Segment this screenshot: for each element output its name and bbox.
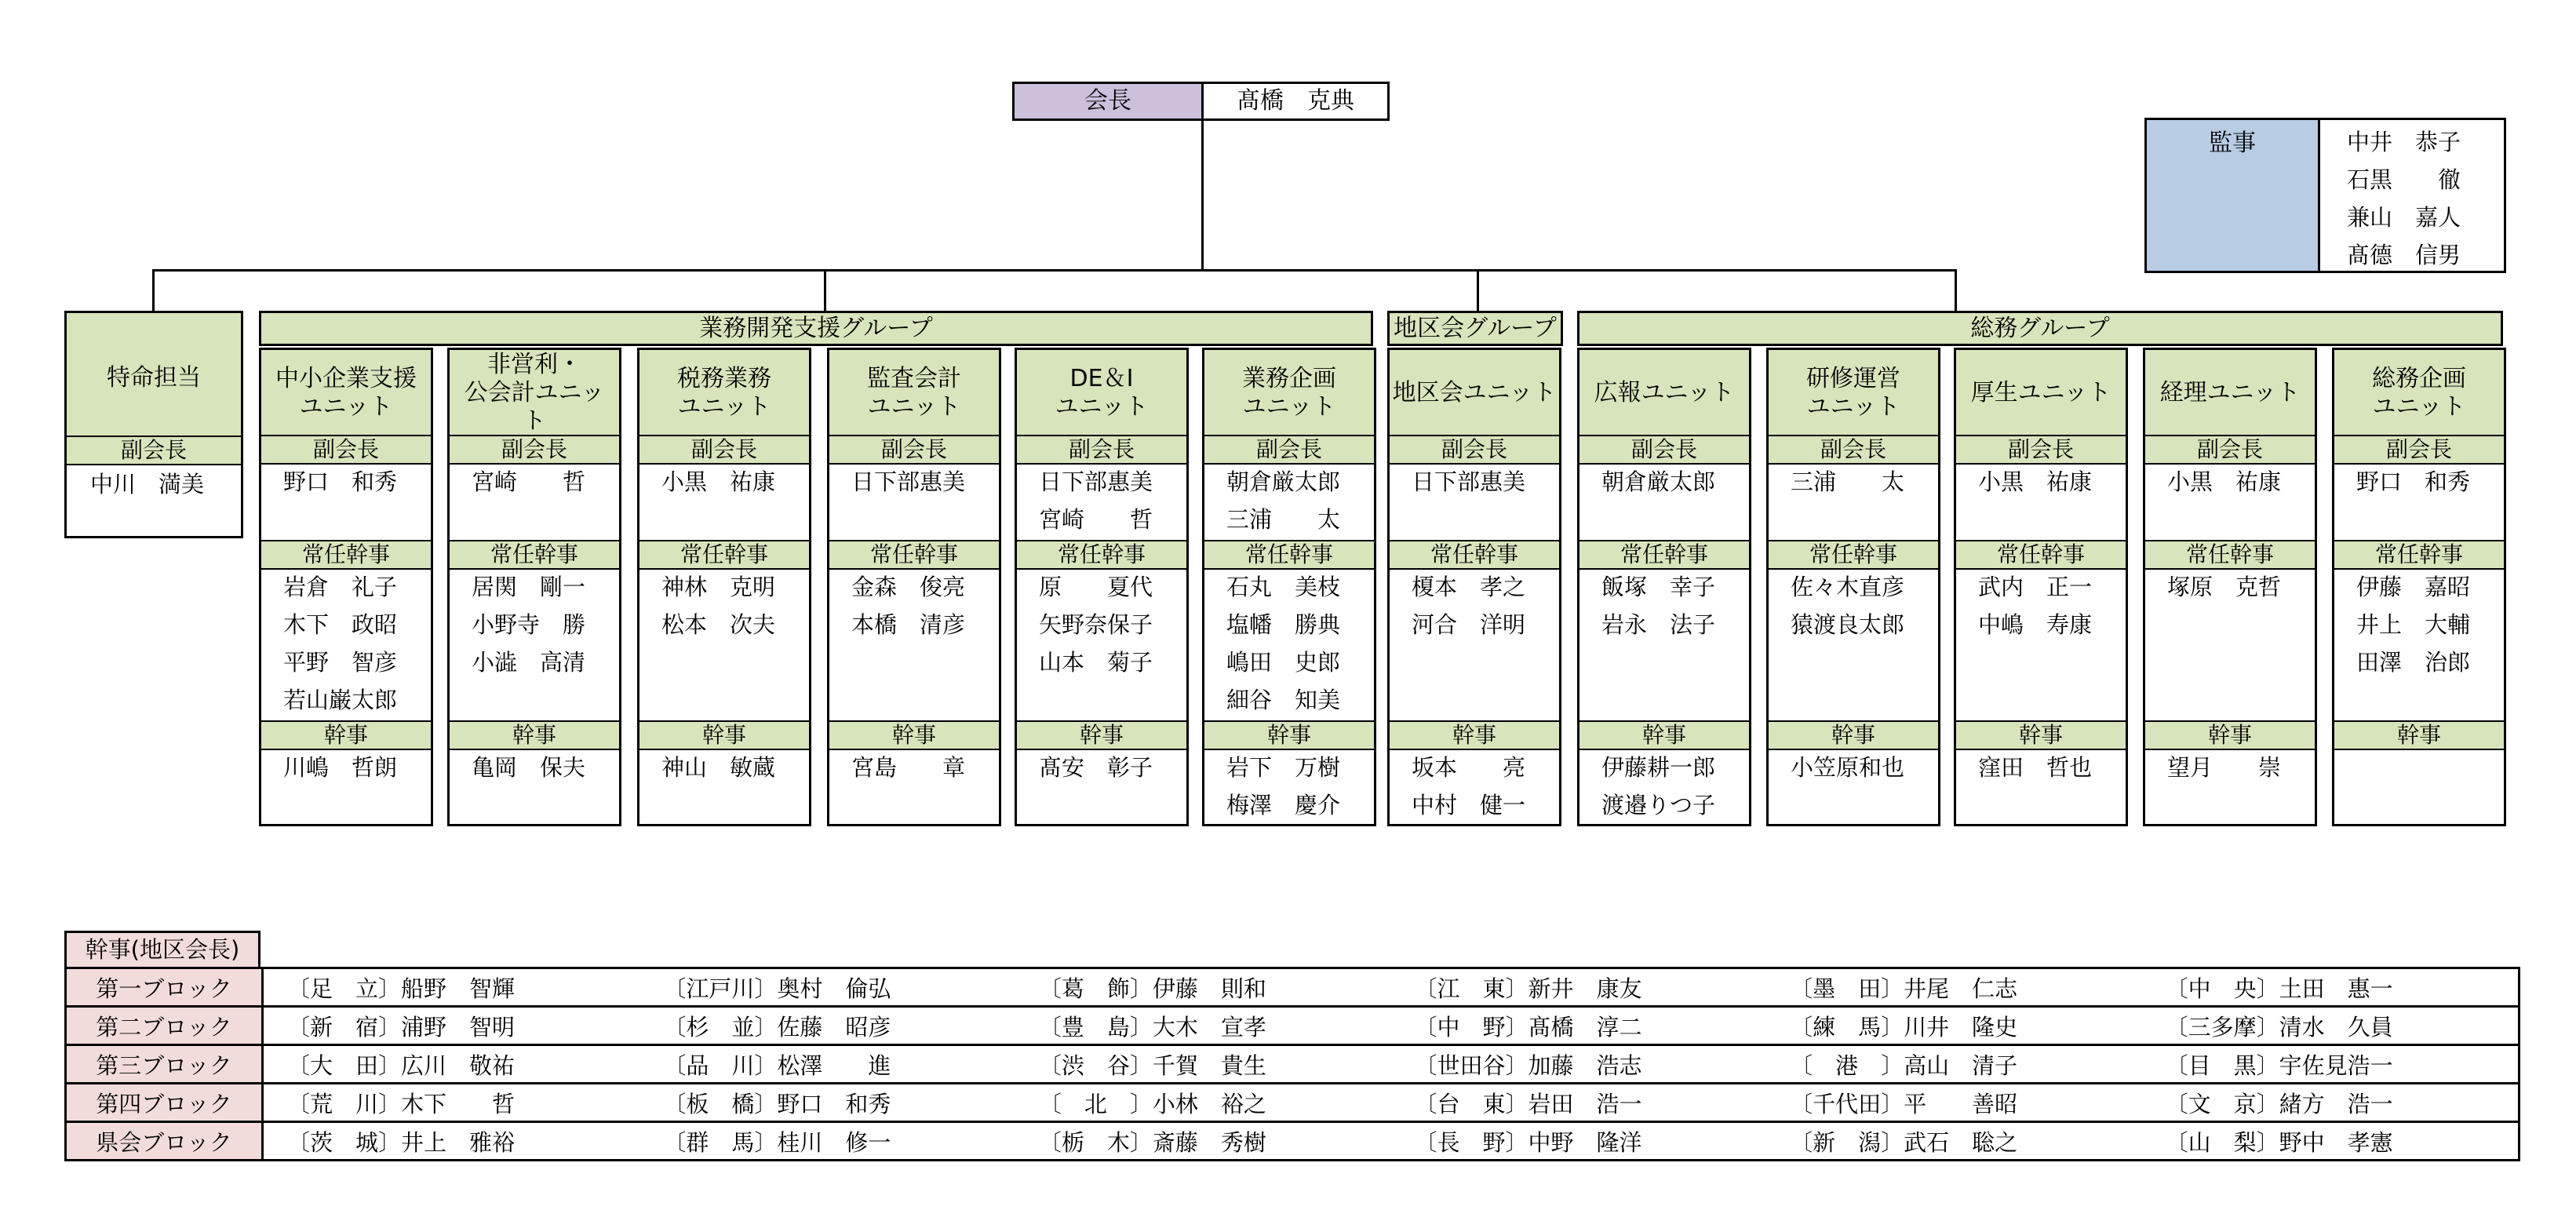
member-name: 日下部惠美 xyxy=(1412,468,1526,495)
member-name: 塩幡 勝典 xyxy=(1226,611,1341,638)
member-list xyxy=(1956,749,2126,786)
member-name: 朝倉厳太郎 xyxy=(1601,468,1716,495)
member-list xyxy=(1390,749,1559,824)
member-list xyxy=(1204,463,1374,538)
role-label-standing: 常任幹事 xyxy=(639,540,809,570)
member-list xyxy=(1204,749,1374,824)
unit-title-line: 経理ユニット xyxy=(2159,379,2301,406)
member-list xyxy=(1769,568,1938,643)
role-label-vp: 副会長 xyxy=(1017,435,1186,465)
block-member: 〔新 潟〕武石 聡之 xyxy=(1766,1122,2142,1161)
unit-title-line: 総務企画 xyxy=(2372,365,2466,392)
block-member: 〔板 橋〕野口 和秀 xyxy=(639,1084,1015,1122)
connector-line xyxy=(152,269,155,311)
unit-column xyxy=(2143,348,2317,826)
block-member: 〔墨 田〕井尾 仁志 xyxy=(1766,968,2142,1007)
member-name: 嶋田 史郎 xyxy=(1226,649,1341,676)
member-name: 亀岡 保夫 xyxy=(472,754,586,781)
auditor-name: 兼山 嘉人 xyxy=(2347,204,2461,231)
unit-title-line: 業務企画 xyxy=(1242,365,1336,392)
member-list xyxy=(1579,463,1749,501)
blocks-table xyxy=(64,967,2520,1161)
member-name: 中村 健一 xyxy=(1412,792,1526,818)
unit-title-line: 監査会計 xyxy=(867,365,961,392)
role-label-vp: 副会長 xyxy=(639,435,809,465)
block-row xyxy=(66,1084,2520,1122)
role-label-standing: 常任幹事 xyxy=(1769,540,1938,570)
block-label: 県会ブロック xyxy=(66,1122,263,1161)
chairman-label: 会長 xyxy=(1012,82,1204,121)
role-label-standing: 常任幹事 xyxy=(1204,540,1374,570)
member-list xyxy=(1390,568,1559,643)
special-title: 特命担当 xyxy=(67,313,241,437)
member-list xyxy=(261,749,431,786)
member-name: 岩永 法子 xyxy=(1601,611,1716,638)
block-member: 〔中 野〕髙橋 淳二 xyxy=(1390,1007,1766,1045)
member-name: 窪田 哲也 xyxy=(1978,754,2093,781)
role-label-standing: 常任幹事 xyxy=(2334,540,2504,570)
unit-column xyxy=(447,348,621,826)
unit-title-line: ユニット xyxy=(2372,393,2466,421)
member-name: 井上 大輔 xyxy=(2356,611,2471,638)
member-name: 中嶋 寿康 xyxy=(1978,611,2093,638)
member-name: 矢野奈保子 xyxy=(1039,611,1153,638)
member-name: 野口 和秀 xyxy=(2356,468,2471,495)
role-label-standing: 常任幹事 xyxy=(1579,540,1749,570)
member-list xyxy=(1204,568,1374,719)
role-label-vp: 副会長 xyxy=(1956,435,2126,465)
member-list xyxy=(1017,568,1186,681)
member-name: 居関 剛一 xyxy=(472,574,586,600)
unit-title xyxy=(450,350,619,439)
member-name: 伊藤 嘉昭 xyxy=(2356,574,2471,600)
special-name: 中川 満美 xyxy=(90,471,205,498)
block-member: 〔栃 木〕斎藤 秀樹 xyxy=(1015,1122,1391,1161)
member-name: 三浦 太 xyxy=(1791,468,1905,495)
member-name: 梅澤 慶介 xyxy=(1226,792,1341,818)
role-label-secretary: 幹事 xyxy=(1579,720,1749,750)
member-list xyxy=(2145,749,2315,786)
member-list xyxy=(1769,749,1938,786)
member-name: 宮島 章 xyxy=(851,754,966,781)
role-label-secretary: 幹事 xyxy=(1769,720,1938,750)
member-name: 日下部惠美 xyxy=(851,468,966,495)
unit-title xyxy=(1769,350,1938,439)
block-member: 〔台 東〕岩田 浩一 xyxy=(1390,1084,1766,1122)
block-member: 〔茨 城〕井上 雅裕 xyxy=(263,1122,640,1161)
member-list xyxy=(829,568,999,643)
role-label-secretary: 幹事 xyxy=(639,720,809,750)
member-name: 武内 正一 xyxy=(1978,574,2093,600)
unit-title xyxy=(1956,350,2126,439)
blocks-header: 幹事(地区会長) xyxy=(64,931,261,967)
member-name: 塚原 克哲 xyxy=(2167,574,2282,600)
unit-title-line: ユニット xyxy=(1055,393,1149,421)
unit-title-line: 地区会ユニット xyxy=(1392,379,1557,406)
role-label-standing: 常任幹事 xyxy=(450,540,619,570)
block-member: 〔 北 〕小林 裕之 xyxy=(1015,1084,1391,1122)
member-name: 飯塚 幸子 xyxy=(1601,574,1716,600)
block-row xyxy=(66,968,2520,1007)
block-member: 〔豊 島〕大木 宣孝 xyxy=(1015,1007,1391,1045)
unit-column xyxy=(637,348,811,826)
role-label-vp: 副会長 xyxy=(450,435,619,465)
member-name: 河合 洋明 xyxy=(1412,611,1526,638)
unit-column xyxy=(1202,348,1376,826)
connector-line xyxy=(1477,269,1479,311)
member-list xyxy=(829,463,999,501)
block-row xyxy=(66,1045,2520,1084)
member-list xyxy=(261,568,431,719)
auditor-name: 中井 恭子 xyxy=(2347,129,2461,155)
member-list xyxy=(2334,568,2504,681)
role-label-secretary: 幹事 xyxy=(2334,720,2504,750)
member-list xyxy=(1956,463,2126,501)
block-label: 第一ブロック xyxy=(66,968,263,1007)
member-name: 猿渡良太郎 xyxy=(1791,611,1905,638)
auditor-names xyxy=(2318,118,2506,273)
member-name: 岩下 万樹 xyxy=(1226,754,1341,781)
member-name: 髙安 彰子 xyxy=(1039,754,1153,781)
member-name: 野口 和秀 xyxy=(283,468,398,495)
unit-column xyxy=(1387,348,1561,826)
block-member: 〔群 馬〕桂川 修一 xyxy=(639,1122,1015,1161)
block-label: 第二ブロック xyxy=(66,1007,263,1045)
member-name: 小黒 祐康 xyxy=(1978,468,2093,495)
member-name: 坂本 亮 xyxy=(1412,754,1526,781)
unit-title-line: ユニット xyxy=(1242,393,1336,421)
member-list xyxy=(829,749,999,786)
unit-title xyxy=(1390,350,1559,439)
unit-title-line: ト xyxy=(523,407,546,435)
member-name: 三浦 太 xyxy=(1226,506,1341,533)
member-name: 日下部惠美 xyxy=(1039,468,1153,495)
member-name: 原 夏代 xyxy=(1039,574,1153,600)
special-role: 副会長 xyxy=(67,436,241,465)
unit-title xyxy=(829,350,999,439)
member-name: 本橋 清彦 xyxy=(851,611,966,638)
unit-title xyxy=(2145,350,2315,439)
block-member: 〔千代田〕平 善昭 xyxy=(1766,1084,2142,1122)
member-list xyxy=(1017,749,1186,786)
connector-line xyxy=(152,269,1957,272)
role-label-secretary: 幹事 xyxy=(450,720,619,750)
role-label-vp: 副会長 xyxy=(1204,435,1374,465)
block-member: 〔葛 飾〕伊藤 則和 xyxy=(1015,968,1391,1007)
block-member: 〔山 梨〕野中 孝憲 xyxy=(2142,1122,2520,1161)
member-list xyxy=(450,749,619,786)
group-general: 総務グループ xyxy=(1577,311,2503,346)
role-label-standing: 常任幹事 xyxy=(1956,540,2126,570)
unit-column xyxy=(827,348,1001,826)
auditor-name: 髙德 信男 xyxy=(2347,242,2461,268)
block-member: 〔品 川〕松澤 進 xyxy=(639,1045,1015,1084)
member-name: 平野 智彦 xyxy=(283,649,398,676)
block-label: 第四ブロック xyxy=(66,1084,263,1122)
member-name: 宮崎 哲 xyxy=(1039,506,1153,533)
role-label-standing: 常任幹事 xyxy=(261,540,431,570)
member-name: 岩倉 礼子 xyxy=(283,574,398,600)
member-name: 小黒 祐康 xyxy=(2167,468,2282,495)
role-label-secretary: 幹事 xyxy=(1017,720,1186,750)
member-name: 木下 政昭 xyxy=(283,611,398,638)
member-name: 佐々木直彦 xyxy=(1791,574,1905,600)
block-member: 〔江 東〕新井 康友 xyxy=(1390,968,1766,1007)
block-label: 第三ブロック xyxy=(66,1045,263,1084)
role-label-vp: 副会長 xyxy=(261,435,431,465)
unit-title-line: ユニット xyxy=(1806,393,1900,421)
role-label-secretary: 幹事 xyxy=(261,720,431,750)
member-list xyxy=(2145,463,2315,501)
role-label-secretary: 幹事 xyxy=(829,720,999,750)
block-member: 〔新 宿〕浦野 智明 xyxy=(263,1007,640,1045)
member-name: 宮崎 哲 xyxy=(472,468,586,495)
role-label-vp: 副会長 xyxy=(1579,435,1749,465)
unit-title-line: 中小企業支援 xyxy=(275,365,417,392)
unit-title-line: 公会計ユニッ xyxy=(464,379,605,406)
connector-line xyxy=(1201,121,1204,272)
unit-column xyxy=(1766,348,1940,826)
role-label-standing: 常任幹事 xyxy=(1017,540,1186,570)
block-member: 〔中 央〕土田 惠一 xyxy=(2142,968,2520,1007)
block-member: 〔渋 谷〕千賀 貴生 xyxy=(1015,1045,1391,1084)
role-label-secretary: 幹事 xyxy=(1956,720,2126,750)
group-district: 地区会グループ xyxy=(1387,311,1563,346)
role-label-standing: 常任幹事 xyxy=(2145,540,2315,570)
role-label-vp: 副会長 xyxy=(1769,435,1938,465)
member-name: 渡邉りつ子 xyxy=(1601,792,1716,818)
block-member: 〔文 京〕緒方 浩一 xyxy=(2142,1084,2520,1122)
member-name: 田澤 治郎 xyxy=(2356,649,2471,676)
member-name: 細谷 知美 xyxy=(1226,687,1341,713)
role-label-standing: 常任幹事 xyxy=(1390,540,1559,570)
role-label-vp: 副会長 xyxy=(829,435,999,465)
block-member: 〔目 黒〕宇佐見浩一 xyxy=(2142,1045,2520,1084)
unit-title-line: 税務業務 xyxy=(677,365,771,392)
unit-column xyxy=(1577,348,1751,826)
special-column xyxy=(64,311,243,538)
unit-title xyxy=(2334,350,2504,439)
member-name: 川嶋 哲朗 xyxy=(283,754,398,781)
block-member: 〔長 野〕中野 隆洋 xyxy=(1390,1122,1766,1161)
member-list xyxy=(639,749,809,786)
auditor-label: 監事 xyxy=(2144,118,2320,273)
member-name: 榎本 孝之 xyxy=(1412,574,1526,600)
block-member: 〔練 馬〕川井 隆史 xyxy=(1766,1007,2142,1045)
unit-title-line: DE＆I xyxy=(1069,365,1134,392)
unit-title-line: ユニット xyxy=(299,393,393,421)
role-label-secretary: 幹事 xyxy=(2145,720,2315,750)
member-name: 小澁 高清 xyxy=(472,649,586,676)
unit-title xyxy=(1579,350,1749,439)
member-list xyxy=(639,568,809,643)
unit-title xyxy=(639,350,809,439)
auditor-name: 石黒 徹 xyxy=(2347,166,2461,193)
member-list xyxy=(1017,463,1186,538)
member-name: 小黒 祐康 xyxy=(661,468,776,495)
unit-title-line: ユニット xyxy=(867,393,961,421)
member-name: 金森 俊亮 xyxy=(851,574,966,600)
member-list xyxy=(2334,463,2504,501)
role-label-secretary: 幹事 xyxy=(1390,720,1559,750)
block-member: 〔三多摩〕清水 久員 xyxy=(2142,1007,2520,1045)
member-name: 望月 崇 xyxy=(2167,754,2282,781)
member-list xyxy=(1769,463,1938,501)
member-name: 小笠原和也 xyxy=(1791,754,1905,781)
unit-column xyxy=(2332,348,2506,826)
block-member: 〔大 田〕広川 敬祐 xyxy=(263,1045,640,1084)
chairman-name: 髙橋 克典 xyxy=(1201,82,1390,121)
unit-title xyxy=(1204,350,1374,439)
block-member: 〔世田谷〕加藤 浩志 xyxy=(1390,1045,1766,1084)
unit-column xyxy=(1954,348,2128,826)
role-label-secretary: 幹事 xyxy=(1204,720,1374,750)
member-name: 石丸 美枝 xyxy=(1226,574,1341,600)
member-name: 朝倉厳太郎 xyxy=(1226,468,1341,495)
unit-title xyxy=(261,350,431,439)
member-name: 神林 克明 xyxy=(661,574,776,600)
connector-line xyxy=(824,269,826,311)
role-label-vp: 副会長 xyxy=(2334,435,2504,465)
unit-column xyxy=(259,348,433,826)
unit-title-line: 広報ユニット xyxy=(1594,379,1735,406)
member-list xyxy=(261,463,431,501)
member-list xyxy=(1390,463,1559,501)
connector-line xyxy=(1955,269,1957,311)
member-list xyxy=(450,463,619,501)
block-member: 〔 港 〕高山 清子 xyxy=(1766,1045,2142,1084)
member-name: 神山 敏蔵 xyxy=(661,754,776,781)
unit-title-line: ユニット xyxy=(677,393,771,421)
member-name: 松本 次夫 xyxy=(661,611,776,638)
role-label-vp: 副会長 xyxy=(1390,435,1559,465)
unit-title-line: 研修運営 xyxy=(1806,365,1900,392)
block-member: 〔杉 並〕佐藤 昭彦 xyxy=(639,1007,1015,1045)
group-business: 業務開発支援グループ xyxy=(259,311,1373,346)
member-name: 小野寺 勝 xyxy=(472,611,586,638)
role-label-vp: 副会長 xyxy=(2145,435,2315,465)
member-list xyxy=(1579,749,1749,824)
block-row xyxy=(66,1122,2520,1161)
unit-title-line: 厚生ユニット xyxy=(1970,379,2111,406)
member-list xyxy=(1956,568,2126,643)
block-member: 〔足 立〕船野 智輝 xyxy=(263,968,640,1007)
unit-column xyxy=(1015,348,1189,826)
member-list xyxy=(1579,568,1749,643)
member-list xyxy=(450,568,619,681)
member-name: 伊藤耕一郎 xyxy=(1601,754,1716,781)
unit-title xyxy=(1017,350,1186,439)
member-name: 若山巌太郎 xyxy=(283,687,398,713)
member-list xyxy=(2145,568,2315,606)
block-member: 〔荒 川〕木下 哲 xyxy=(263,1084,640,1122)
member-list xyxy=(639,463,809,501)
member-name: 山本 菊子 xyxy=(1039,649,1153,676)
block-row xyxy=(66,1007,2520,1045)
block-member: 〔江戸川〕奥村 倫弘 xyxy=(639,968,1015,1007)
unit-title-line: 非営利・ xyxy=(487,351,581,378)
role-label-standing: 常任幹事 xyxy=(829,540,999,570)
